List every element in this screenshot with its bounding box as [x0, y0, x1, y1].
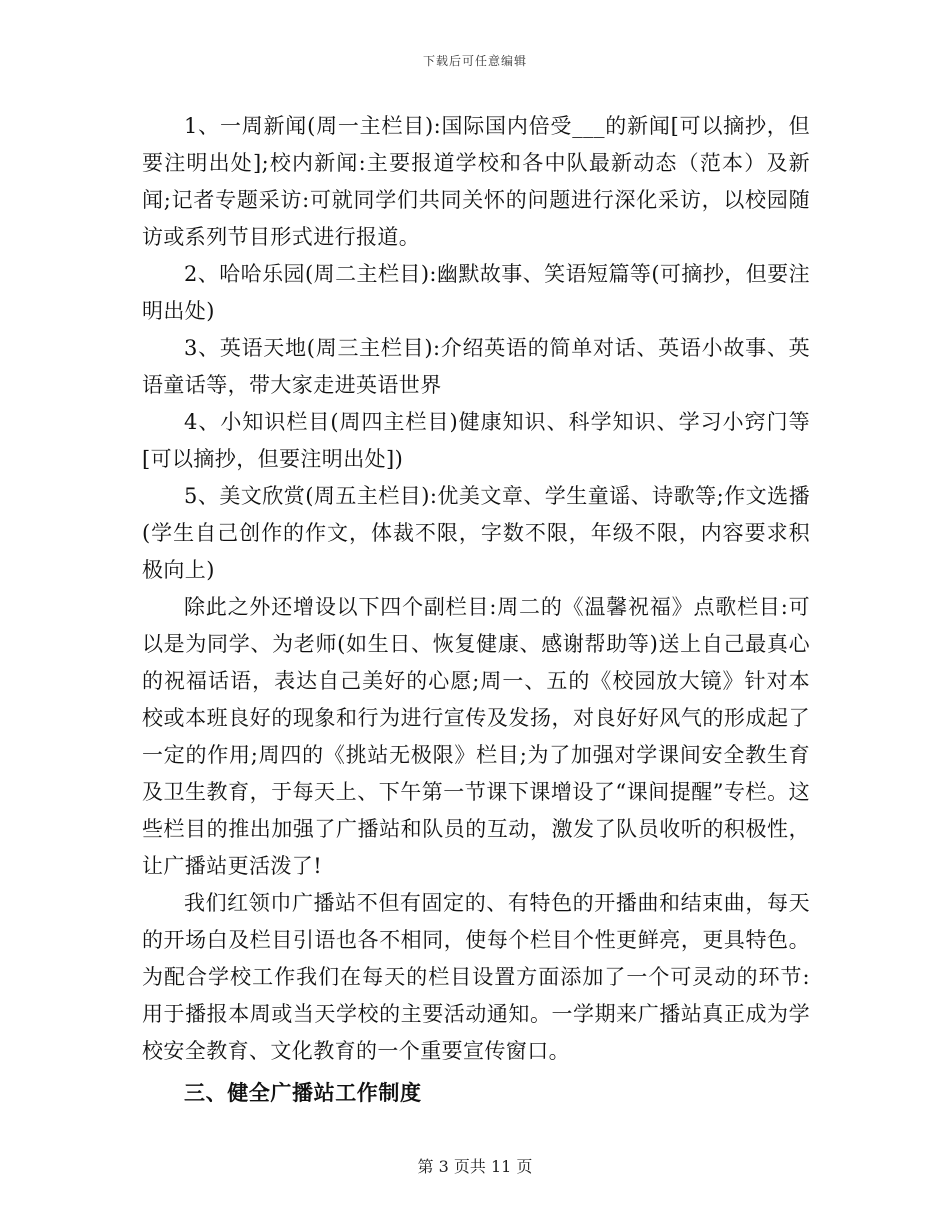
paragraph-knowledge-column: 4、小知识栏目(周四主栏目)健康知识、科学知识、学习小窍门等[可以摘抄，但要注明出处])	[142, 410, 810, 471]
paragraph-weekly-news: 1、一周新闻(周一主栏目):国际国内倍受___的新闻[可以摘抄，但要注明出处];校内新闻:主要报道学校和各中队最新动态（范本）及新闻;记者专题采访:可就同学们共同关怀的问题进行深化采访，以校园随访或系列节目形式进行报道。	[142, 114, 810, 249]
document-body	[142, 108, 810, 1111]
paragraph-fun-park: 2、哈哈乐园(周二主栏目):幽默故事、笑语短篇等(可摘抄，但要注明出处)	[142, 262, 810, 323]
paragraph-sub-columns: 除此之外还增设以下四个副栏目:周二的《温馨祝福》点歌栏目:可以是为同学、为老师(如生日、恢复健康、感谢帮助等)送上自己最真心的祝福话语，表达自己美好的心愿;周一、五的《校园放大镜》针对本校或本班良好的现象和行为进行宣传及发扬，对良好好风气的形成起了一定的作用;周四的《挑站无极限》栏目;为了加强对学课间安全教生育及卫生教育，于每天上、下午第一节课下课增设了“课间提醒”专栏。这些栏目的推出加强了广播站和队员的互动，激发了队员收听的积极性，让广播站更活泼了!	[142, 595, 810, 878]
paragraph-essay-appreciation: 5、美文欣赏(周五主栏目):优美文章、学生童谣、诗歌等;作文选播(学生自己创作的作文，体裁不限，字数不限，年级不限，内容要求积极向上)	[142, 484, 810, 582]
page-header: 下载后可任意编辑	[422, 54, 527, 68]
section-heading: 三、健全广播站工作制度	[184, 1080, 422, 1105]
paragraph-broadcast-station: 我们红领巾广播站不但有固定的、有特色的开播曲和结束曲，每天的开场白及栏目引语也各不相同，使每个栏目个性更鲜亮，更具特色。为配合学校工作我们在每天的栏目设置方面添加了一个可灵动的环节:用于播报本周或当天学校的主要活动通知。一学期来广播站真正成为学校安全教育、文化教育的一个重要宣传窗口。	[142, 891, 810, 1063]
page-number-footer: 第 3 页共 11 页	[417, 1157, 533, 1176]
paragraph-english-world: 3、英语天地(周三主栏目):介绍英语的简单对话、英语小故事、英语童话等，带大家走进英语世界	[142, 336, 810, 397]
